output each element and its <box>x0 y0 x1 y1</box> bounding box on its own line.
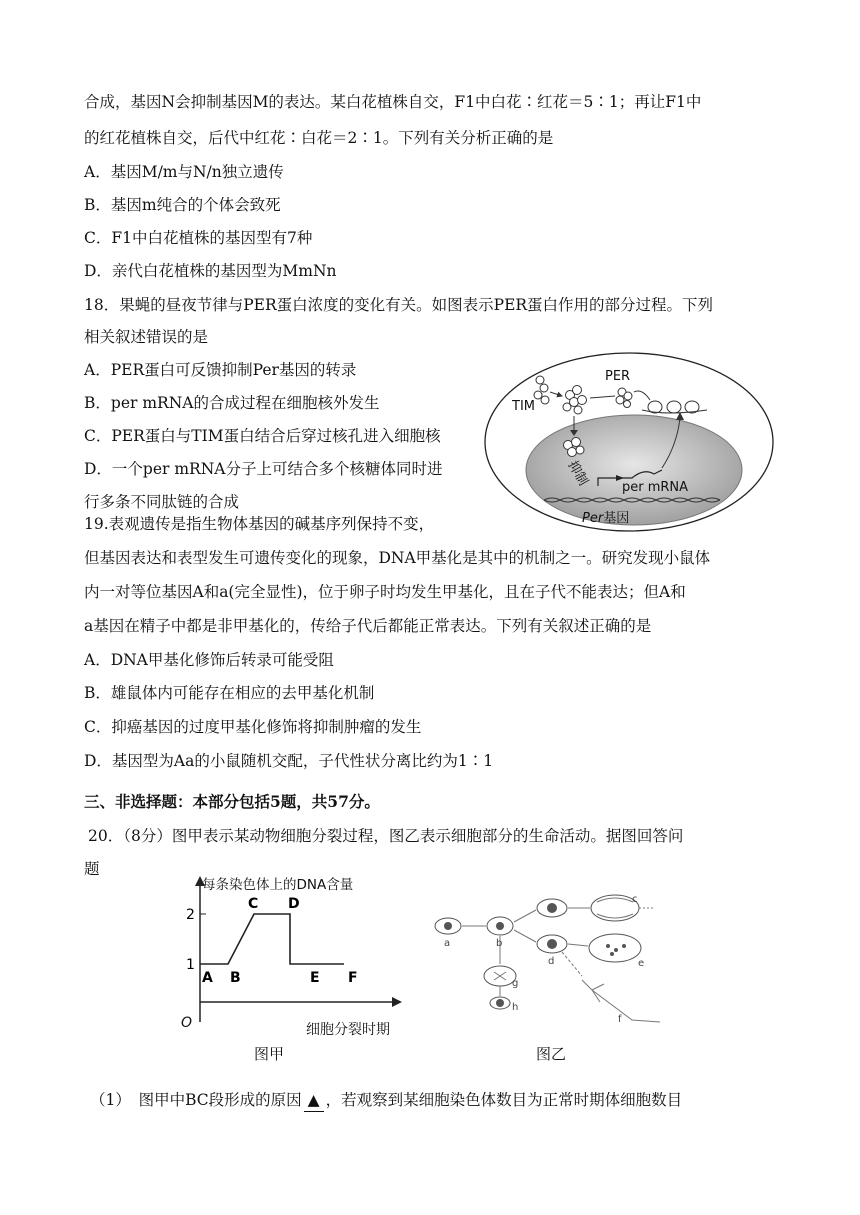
q19-option-d: D．基因型为Aa的小鼠随机交配，子代性状分离比约为1∶1 <box>84 752 494 770</box>
q20-sub1-prefix: （1） 图甲中BC段形成的原因 <box>90 1091 302 1109</box>
q18-option-d-line1: D．一个per mRNA分子上可结合多个核糖体同时进 <box>84 460 443 478</box>
q18-option-a: A．PER蛋白可反馈抑制Per基因的转录 <box>84 361 357 379</box>
q19-option-c: C．抑癌基因的过度甲基化修饰将抑制肿瘤的发生 <box>84 718 422 736</box>
point-label-d: D <box>288 896 300 912</box>
nucleus <box>526 415 742 525</box>
point-label-a: A <box>202 970 213 986</box>
q19-stem-line3: 内一对等位基因A和a(完全显性)，位于卵子时均发生甲基化，且在子代不能表达；但A和 <box>84 583 686 601</box>
svg-text:c: c <box>632 894 638 905</box>
q17-option-a: A．基因M/m与N/n独立遗传 <box>84 163 284 181</box>
per-gene-label: Per基因 <box>582 511 630 526</box>
q19-stem-line2: 但基因表达和表型发生可遗传变化的现象，DNA甲基化是其中的机制之一。研究发现小鼠体 <box>84 549 711 567</box>
q20-sub1-suffix: ，若观察到某细胞染色体数目为正常时期体细胞数目 <box>325 1091 683 1109</box>
svg-text:b: b <box>496 938 503 949</box>
answer-blank[interactable]: ▲ <box>304 1089 324 1112</box>
origin-label: O <box>181 1015 193 1031</box>
svg-text:g: g <box>512 978 519 989</box>
q19-stem-line1: 19.表观遗传是指生物体基因的碱基序列保持不变， <box>84 515 435 533</box>
q18-stem-line2: 相关叙述错误的是 <box>84 328 209 346</box>
point-label-b: B <box>230 970 241 986</box>
cell-e-icon <box>589 934 641 962</box>
q18-option-c: C．PER蛋白与TIM蛋白结合后穿过核孔进入细胞核 <box>84 427 441 445</box>
x-axis-arrow <box>392 997 402 1007</box>
dna-content-line <box>200 914 344 964</box>
y-tick-label: 2 <box>186 907 195 923</box>
q19-option-a: A．DNA甲基化修饰后转录可能受阻 <box>84 651 334 669</box>
q17-option-d: D．亲代白花植株的基因型为MmNn <box>84 262 337 280</box>
q17-stem-line1: 合成，基因N会抑制基因M的表达。某白花植株自交，F1中白花∶红花＝5∶1；再让F1中 <box>84 93 702 111</box>
q19-stem-line4: a基因在精子中都是非甲基化的，传给子代后都能正常表达。下列有关叙述正确的是 <box>84 617 652 635</box>
q17-option-c: C．F1中白花植株的基因型有7种 <box>84 229 313 247</box>
figure-a-caption: 图甲 <box>254 1045 285 1063</box>
point-label-c: C <box>248 896 259 912</box>
figure-b-caption: 图乙 <box>536 1045 567 1063</box>
per-label: PER <box>605 369 631 384</box>
q19-option-b: B．雄鼠体内可能存在相应的去甲基化机制 <box>84 684 375 702</box>
point-label-e: E <box>310 970 320 986</box>
svg-text:e: e <box>638 958 645 969</box>
tim-label: TIM <box>512 399 535 414</box>
q17-stem-line2: 的红花植株自交，后代中红花∶白花＝2∶1。下列有关分析正确的是 <box>84 129 554 147</box>
section-heading: 三、非选择题：本部分包括5题，共57分。 <box>84 792 380 811</box>
q17-option-b: B．基因m纯合的个体会致死 <box>84 196 281 214</box>
ribosome-icon <box>648 401 699 413</box>
x-axis-label: 细胞分裂时期 <box>306 1022 390 1036</box>
q20-stem-line2: 题 <box>84 860 100 878</box>
svg-text:f: f <box>618 1014 622 1025</box>
per-mrna-label: per mRNA <box>622 480 689 495</box>
cell-activities-diagram <box>432 880 662 1030</box>
svg-text:h: h <box>512 1002 519 1013</box>
q20-sub1 <box>90 1089 682 1112</box>
inhibit-label: 抑制 <box>564 458 591 489</box>
q18-stem-line1: 18．果蝇的昼夜节律与PER蛋白浓度的变化有关。如图表示PER蛋白作用的部分过程。下列 <box>84 296 714 314</box>
y-axis-label: 每条染色体上的DNA含量 <box>202 877 354 893</box>
point-label-f: F <box>348 970 358 986</box>
q18-option-b: B．per mRNA的合成过程在细胞核外发生 <box>84 394 380 412</box>
q20-stem-line1: 20．（8分）图甲表示某动物细胞分裂过程，图乙表示细胞部分的生命活动。据图回答问 <box>88 827 684 845</box>
y-tick-label: 1 <box>186 957 195 973</box>
per-protein-diagram <box>482 350 776 535</box>
q18-option-d-line2: 行多条不同肽链的合成 <box>84 493 240 511</box>
dna-content-chart <box>178 874 410 1036</box>
svg-text:a: a <box>444 938 451 949</box>
svg-text:d: d <box>548 956 555 967</box>
